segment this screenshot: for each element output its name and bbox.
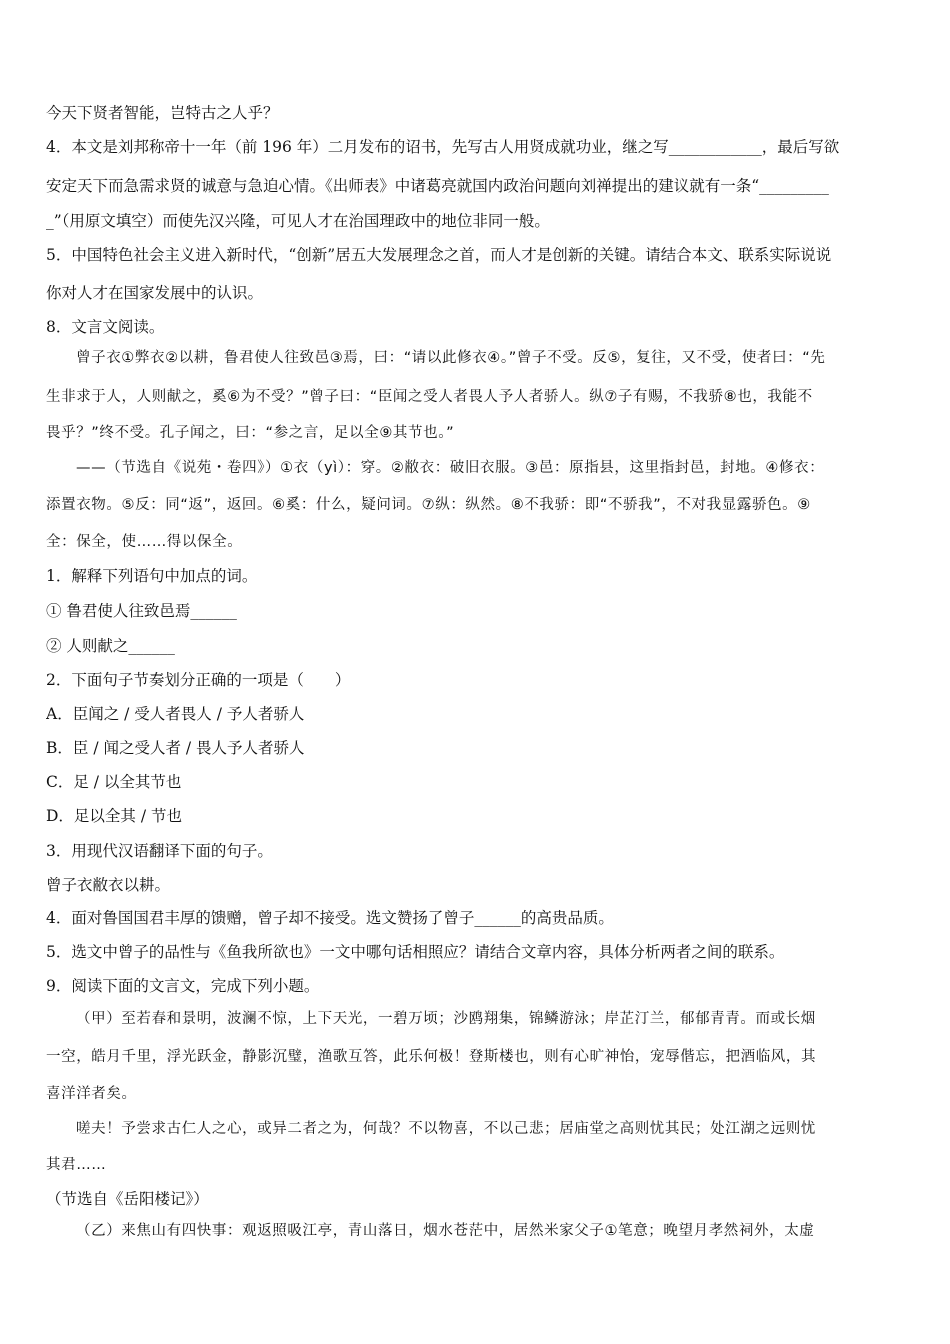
choice-d: D．足以全其 / 节也 (46, 807, 183, 825)
passage-jia-line: 喜洋洋者矣。 (46, 1086, 137, 1102)
passage-line: 生非求于人，人则献之，奚⑥为不受？”曾子曰：“臣闻之受人者畏人予人者骄人。纵⑦子有赐，不我骄⑧也，我能不 (46, 389, 813, 405)
question-line: 5．选文中曾子的品性与《鱼我所欲也》一文中哪句话相照应？请结合文章内容，具体分析两者之间的联系。 (46, 943, 785, 961)
question-line: 2．下面句子节奏划分正确的一项是（ ） (46, 671, 351, 689)
passage-line: 曾子衣①弊衣②以耕，鲁君使人往致邑③焉，曰：“请以此修衣④。”曾子不受。反⑤，复往，又不受，使者曰：“先 (76, 350, 826, 366)
question-4-line-2: 安定天下而急需求贤的诚意与急迫心情。《出师表》中诸葛亮就国内政治问题向刘禅提出的建议就有一条“_________ (46, 177, 829, 195)
section-8-heading: 8．文言文阅读。 (46, 318, 165, 336)
question-4-line-3: _”（用原文填空）而使先汉兴隆，可见人才在治国理政中的地位非同一般。 (46, 212, 550, 230)
annotation-line: 添置衣物。⑤反：同“返”，返回。⑥奚：什么，疑问词。⑦纵：纵然。⑧不我骄：即“不骄我”，不对我显露骄色。⑨ (46, 497, 811, 513)
question-5-line-2: 你对人才在国家发展中的认识。 (46, 284, 264, 302)
annotation-line: ——（节选自《说苑・卷四》）①衣（yì）：穿。②敝衣：破旧衣服。③邑：原指县，这里指封邑，封地。④修衣： (76, 460, 825, 476)
question-line: 4．面对鲁国国君丰厚的馈赠，曾子却不接受。选文赞扬了曾子______的高贵品质。 (46, 909, 614, 927)
choice-c: C．足 / 以全其节也 (46, 773, 182, 791)
source-note: （节选自《岳阳楼记》） (46, 1190, 209, 1208)
question-item: ① 鲁君使人往致邑焉______ (46, 602, 237, 620)
choice-b: B．臣 / 闻之受人者 / 畏人予人者骄人 (46, 739, 305, 757)
passage-yi-line: （乙）来焦山有四快事：观返照吸江亭，青山落日，烟水苍茫中，居然米家父子①笔意；晚望月孝然祠外，太虚 (76, 1223, 815, 1239)
question-item: 曾子衣敝衣以耕。 (46, 876, 171, 894)
section-9-heading: 9．阅读下面的文言文，完成下列小题。 (46, 977, 320, 995)
question-4-line-1: 4．本文是刘邦称帝十一年（前 196 年）二月发布的诏书，先写古人用贤成就功业，继之写____________，最后写欲 (46, 138, 840, 156)
passage-jia-line: （甲）至若春和景明，波澜不惊，上下天光，一碧万顷；沙鸥翔集，锦鳞游泳；岸芷汀兰，郁郁青青。而或长烟 (76, 1011, 816, 1027)
passage-jia-line: 其君…… (46, 1157, 107, 1173)
passage-line: 畏乎？”终不受。孔子闻之，曰：“参之言，足以全⑨其节也。” (46, 425, 455, 441)
question-line: 1．解释下列语句中加点的词。 (46, 567, 258, 585)
question-5-line-1: 5．中国特色社会主义进入新时代，“创新”居五大发展理念之首，而人才是创新的关键。请结合本文、联系实际说说 (46, 246, 832, 264)
choice-a: A．臣闻之 / 受人者畏人 / 予人者骄人 (46, 705, 305, 723)
text-line: 今天下贤者智能，岂特古之人乎？ (46, 104, 279, 122)
passage-jia-line: 嗟夫！予尝求古仁人之心，或异二者之为，何哉？不以物喜，不以己悲；居庙堂之高则忧其民；处江湖之远则忧 (76, 1121, 816, 1137)
passage-jia-line: 一空，皓月千里，浮光跃金，静影沉璧，渔歌互答，此乐何极！登斯楼也，则有心旷神怡，宠辱偕忘，把酒临风，其 (46, 1049, 817, 1065)
question-item: ② 人则献之______ (46, 637, 175, 655)
annotation-line: 全：保全，使……得以保全。 (46, 534, 243, 550)
question-line: 3．用现代汉语翻译下面的句子。 (46, 842, 273, 860)
